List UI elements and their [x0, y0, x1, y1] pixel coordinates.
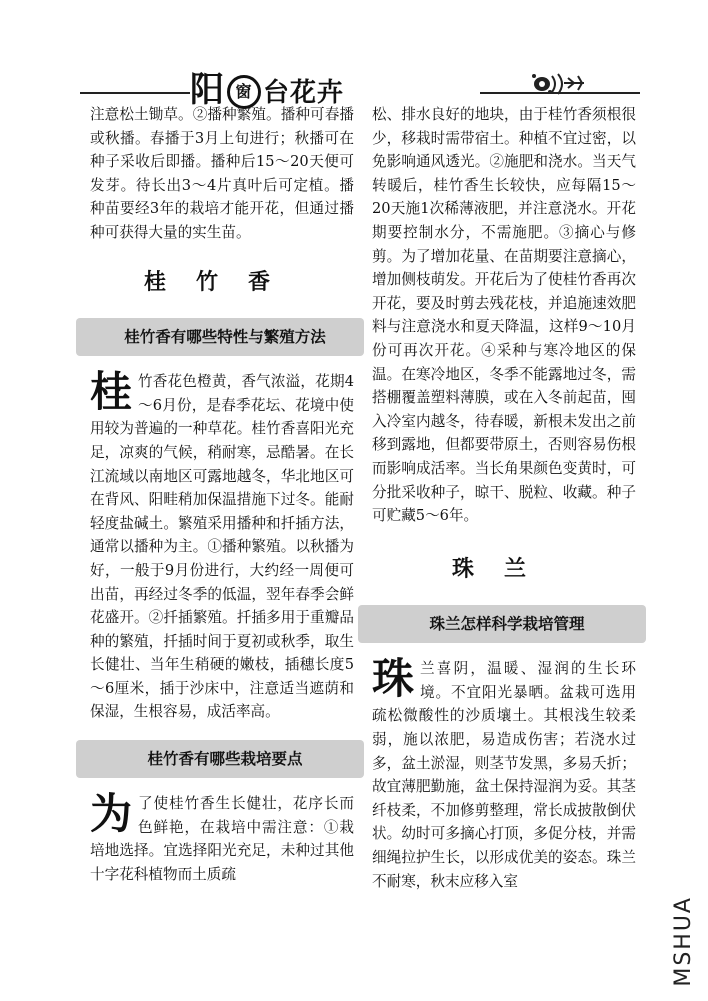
watermark: MSHUA — [671, 896, 696, 987]
question-banner-2: 桂竹香有哪些栽培要点 — [76, 740, 364, 778]
page-header — [80, 58, 640, 108]
section-title-zhulan: 珠兰 — [451, 556, 556, 582]
flower-ornament-icon — [528, 70, 588, 96]
left-column — [90, 103, 354, 886]
drop-cap-2: 为 — [90, 789, 133, 839]
article-paragraph-3 — [372, 654, 636, 893]
continued-paragraph: 松、排水良好的地块，由于桂竹香须根很少，移栽时需带宿土。种植不宜过密，以免影响通风透光。②施肥和浇水。当天气转暖后，桂竹香生长较快，应每隔15～20天施1次稀薄液肥，并注意浇水。开花期要控制水分，不需施肥。③摘心与修剪。为了增加花量、在苗期要注意摘心，增加侧枝萌发。开花后为了使桂竹香再次开花，要及时剪去残花枝，并追施速效肥料与注意浇水和夏天降温，这样9～10月份可再次开花。④采种与寒冷地区的保温。在寒冷地区，冬季不能露地过冬，需搭棚覆盖塑料薄膜，或在入冬前起苗，囤入冷室内越冬，待春暖，新根未发出之前移到露地，但都要带原土，否则容易伤根而影响成活率。当长角果颜色变黄时，可分批采收种子，晾干、脱粒、收藏。种子可贮藏5～6年。 — [372, 106, 636, 525]
header-title-main: 阳 — [190, 70, 225, 110]
header-title-rest: 台花卉 — [263, 78, 345, 108]
drop-cap-3: 珠 — [372, 654, 415, 704]
article-text-1: 竹香花色橙黄，香气浓溢，花期4～6月份，是春季花坛、花境中使用较为普遍的一种草花。桂竹香喜阳光充足，凉爽的气候，稍耐寒，忌酷暑。在长江流域以南地区可露地越冬，华北地区可在背风、阳畦稍加保温措施下过冬。能耐轻度盐碱土。繁殖采用播种和扦插方法，通常以播种为主。①播种繁殖。以秋播为好，一般于9月份进行，大约经一周便可出苗，再经过冬季的低温，翌年春季会鲜花盛开。②扦插繁殖。扦插多用于重瓣品种的繁殖，扦插时间于夏初或秋季，取生长健壮、当年生稍硬的嫩枝，插穗长度5～6厘米，插于沙床中，注意适当遮荫和保湿，生根容易，成活率高。 — [90, 373, 354, 721]
right-column — [372, 103, 636, 893]
article-paragraph-2 — [90, 789, 354, 886]
article-text-2: 了使桂竹香生长健壮，花序长而色鲜艳，在栽培中需注意：①栽培地选择。宜选择阳光充足，未种过其他十字花科植物而土质疏 — [90, 795, 354, 883]
question-banner-1: 桂竹香有哪些特性与繁殖方法 — [76, 318, 364, 356]
section-title-guizhuxiang: 桂竹香 — [143, 269, 300, 295]
article-paragraph-1 — [90, 367, 354, 724]
intro-paragraph: 注意松土锄草。②播种繁殖。播种可春播或秋播。春播于3月上旬进行；秋播可在种子采收后即播。播种后15～20天便可发芽。待长出3～4片真叶后可定植。播种苗要经3年的栽培才能开花，但通过播种可获得大量的实生苗。 — [90, 106, 354, 241]
header-rule-left — [80, 92, 190, 94]
header-window-char: 窗 — [227, 75, 261, 109]
article-text-3: 兰喜阴，温暖、湿润的生长环境。不宜阳光暴晒。盆栽可选用疏松微酸性的沙质壤土。其根浅生较柔弱，施以浓肥，易造成伤害；若浇水过多，盆土淤湿，则茎节发黑，多易夭折；故宜薄肥勤施，盆土保持湿润为妥。其茎纤枝柔，不加修剪整理，常长成披散倒伏状。幼时可多摘心打顶，多促分枝，并需细绳拉护生长，以形成优美的姿态。珠兰不耐寒，秋末应移入室 — [372, 660, 636, 890]
drop-cap-1: 桂 — [90, 367, 133, 417]
question-banner-3: 珠兰怎样科学栽培管理 — [358, 605, 646, 643]
